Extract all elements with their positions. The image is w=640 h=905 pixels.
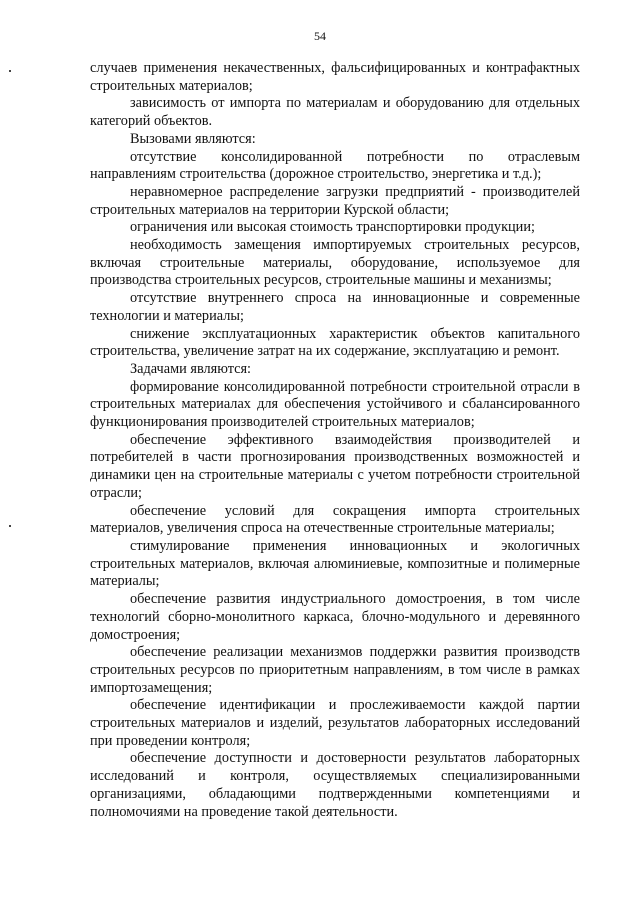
paragraph-task-8: обеспечение доступности и достоверности результатов лабораторных исследований и контроля, осуществляемых специализированными организациями, обладающими подтвержденными компетенциями и полномочиями на проведение такой деятельности. — [90, 750, 580, 820]
paragraph-challenge-3: ограничения или высокая стоимость транспортировки продукции; — [130, 219, 535, 236]
paragraph-continuation: случаев применения некачественных, фальсифицированных и контрафактных строительных материалов; — [90, 60, 580, 94]
heading-tasks: Задачами являются: — [130, 360, 252, 377]
page-number: 54 — [314, 29, 326, 43]
paragraph-challenge-6: снижение эксплуатационных характеристик объектов капитального строительства, увеличение затрат на их содержание, эксплуатацию и ремонт. — [90, 325, 580, 360]
paragraph-task-1: формирование консолидированной потребности строительной отрасли в строительных материалах для обеспечения устойчивого и сбалансированного функционирования производителей строительных материалов; — [90, 378, 580, 431]
heading-challenges: Вызовами являются: — [130, 130, 256, 147]
scan-mark — [9, 525, 11, 527]
paragraph-challenge-4: необходимость замещения импортируемых строительных ресурсов, включая строительные материалы, оборудование, используемое для производства строительных ресурсов, строительные машины и механизмы; — [90, 237, 580, 289]
paragraph-task-5: обеспечение развития индустриального домостроения, в том числе технологий сборно-монолитного каркаса, блочно-модульного и деревянного домостроения; — [90, 591, 580, 643]
scan-mark — [9, 70, 11, 72]
paragraph-task-2: обеспечение эффективного взаимодействия производителей и потребителей в части прогнозирования производственных возможностей и динамики цен на строительные материалы с учетом потребности строительной отрасли; — [90, 431, 580, 501]
document-body — [90, 60, 580, 821]
paragraph-challenge-1: отсутствие консолидированной потребности по отраслевым направлениям строительства (дорожное строительство, энергетика и т.д.); — [90, 148, 580, 183]
paragraph-task-6: обеспечение реализации механизмов поддержки развития производств строительных ресурсов по приоритетным направлениям, в том числе в рамках импортозамещения; — [90, 644, 580, 696]
paragraph-task-3: обеспечение условий для сокращения импорта строительных материалов, увеличения спроса на отечественные строительные материалы; — [90, 502, 580, 537]
paragraph-challenge-2: неравномерное распределение загрузки предприятий - производителей строительных материалов на территории Курской области; — [90, 183, 580, 218]
paragraph-import-dependence: зависимость от импорта по материалам и оборудованию для отдельных категорий объектов. — [90, 95, 580, 130]
paragraph-task-7: обеспечение идентификации и прослеживаемости каждой партии строительных материалов и изделий, результатов лабораторных исследований при проведении контроля; — [90, 697, 580, 749]
paragraph-task-4: стимулирование применения инновационных и экологичных строительных материалов, включая алюминиевые, композитные и полимерные материалы; — [90, 537, 580, 590]
paragraph-challenge-5: отсутствие внутреннего спроса на инновационные и современные технологии и материалы; — [90, 290, 580, 324]
